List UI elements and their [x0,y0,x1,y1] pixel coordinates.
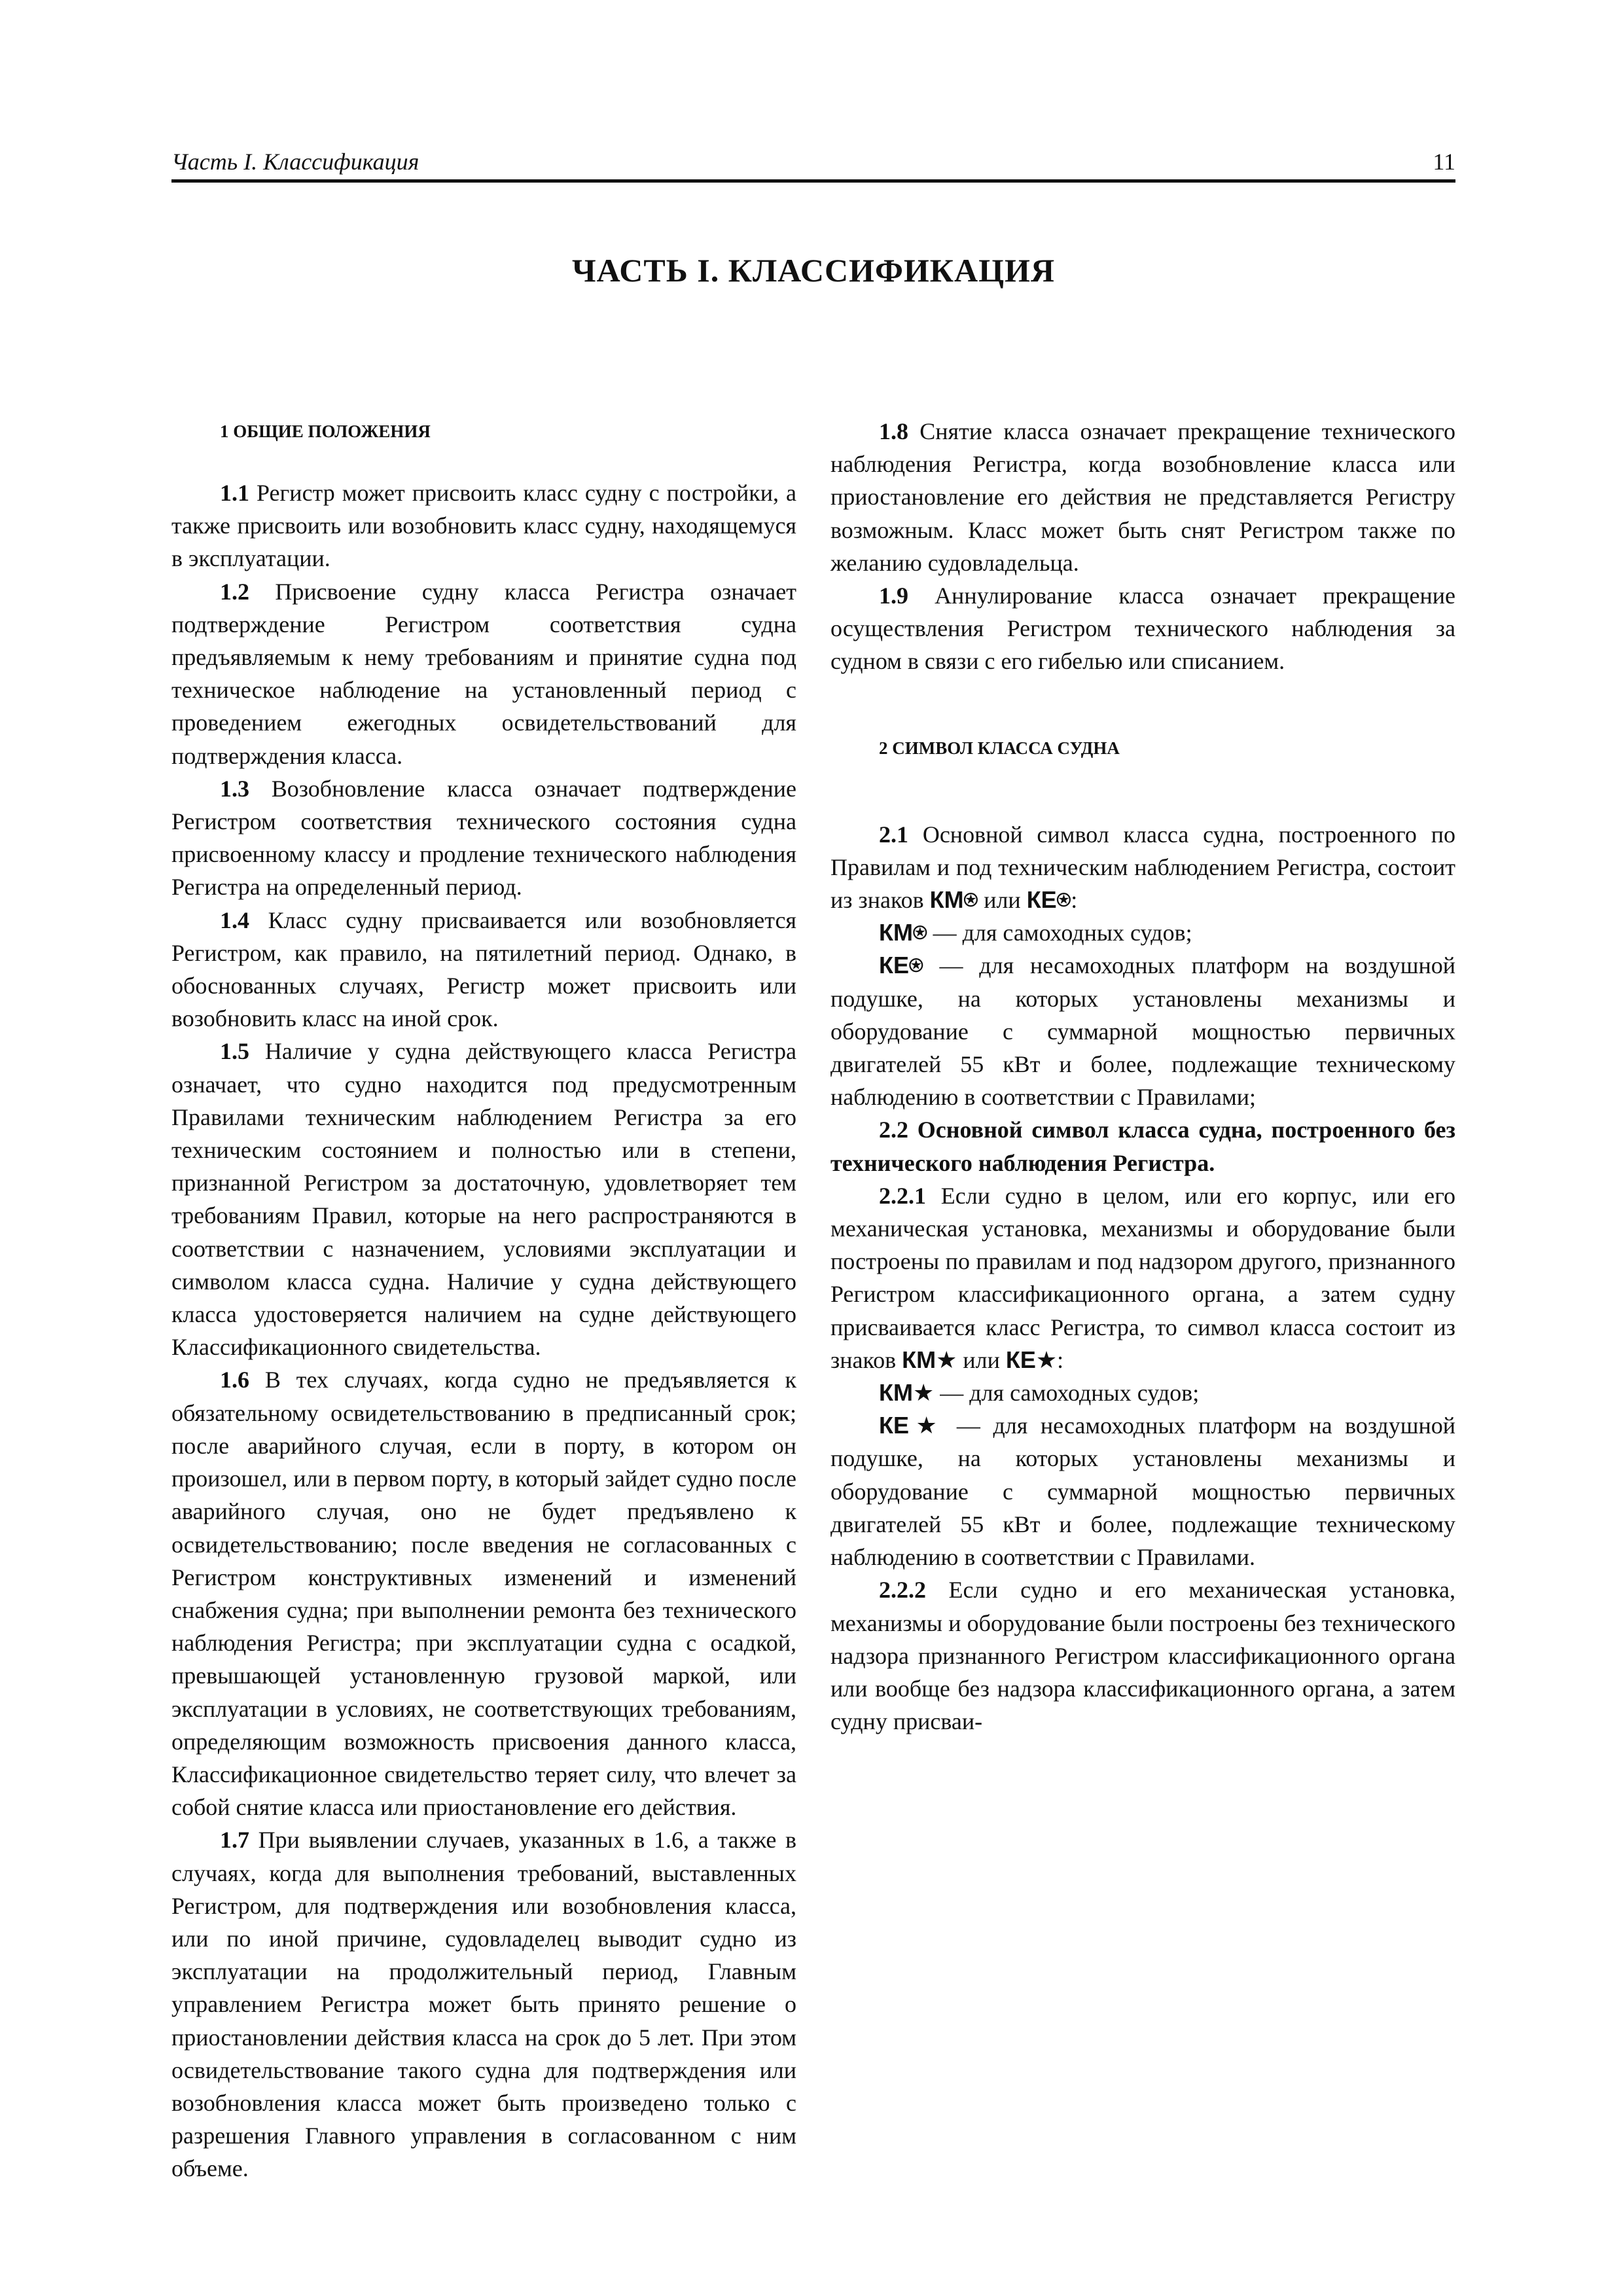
paragraph-number: 1.9 [879,583,908,609]
left-column [171,415,796,2185]
paragraph-1-7 [171,1823,796,2185]
paragraph-number: 1.3 [220,775,249,802]
paragraph-text: В тех случаях, когда судно не предъявляется к обязательному освидетельствованию в предписанный срок; после аварийного случая, если в порту, в котором он произошел, или в первом порту, в который зайдет судно после аварийного случая, оно не будет предъявлено к освидетельствованию; после введения не согласованных с Регистром конструктивных изменений и изменений снабжения судна; при выполнении ремонта без технического наблюдения Регистра; при эксплуатации судна с осадкой, превышающей установленную грузовой маркой, или эксплуатации в условиях, не соответствующих требованиям, определяющим возможность присвоения данного класса, Классификационное свидетельство теряет силу, что влечет за собой снятие класса или приостановление его действия. [171,1367,796,1821]
km-definition [830,916,1455,949]
paragraph-number: 2.2.1 [879,1182,926,1209]
paragraph-number: 2.1 [879,821,908,848]
paragraph-text: Снятие класса означает прекращение технического наблюдения Регистра, когда возобновление класса или приостановление его действия не представляется Регистру возможным. Класс может быть снят Регистром также по желанию судовладельца. [830,418,1455,576]
ke-definition [830,949,1455,1113]
paragraph-text: При выявлении случаев, указанных в 1.6, а также в случаях, когда для выполнения требований, выставленных Регистром, для подтверждения или возобновления класса, или по иной причине, судовладелец выводит судно из эксплуатации на продолжительный период, Главным управлением Регистра может быть принято решение о приостановлении действия класса на срок до 5 лет. При этом освидетельствование такого судна для подтверждения или возобновления класса может быть произведено только с разрешения Главного управления в согласованном с ним объеме. [171,1827,796,2182]
paragraph-text: Основной символ класса судна, построенного по Правилам и под техническим наблюдением Регистра, состоит из знаков [830,821,1455,914]
right-column [830,415,1455,1738]
paragraph-number: 2.2.2 [879,1577,926,1604]
colon: : [1071,887,1078,914]
section-1-heading: 1 ОБЩИЕ ПОЛОЖЕНИЯ [220,422,431,441]
ke-star-definition [830,1409,1455,1573]
paragraph-2-1 [830,818,1455,917]
paragraph-number: 1.5 [220,1038,249,1065]
definition-text: — для несамоходных платформ на воздушной подушке, на которых установлены механизмы и оборудование с суммарной мощностью первичных двигателей 55 кВт и более, подлежащие техническому наблюдению в соответствии с Правилами; [830,952,1455,1111]
class-symbol-ke: КЕ⍟ [1026,886,1071,914]
class-symbol-ke: КЕ⍟ [879,952,923,979]
paragraph-1-9 [830,579,1455,678]
paragraph-1-2 [171,575,796,772]
paragraph-text: Регистр может присвоить класс судну с постройки, а также присвоить или возобновить класс судну, находящемуся в эксплуатации. [171,480,796,572]
paragraph-1-8 [830,415,1455,579]
paragraph-text: Присвоение судну класса Регистра означает подтверждение Регистром соответствия судна предъявляемым к нему требованиям и принятие судна под техническое наблюдение на установленный период с проведением ежегодных освидетельствований для подтверждения класса. [171,578,796,769]
paragraph-1-3 [171,772,796,904]
paragraph-number: 1.8 [879,418,908,444]
paragraph-1-6 [171,1363,796,1823]
colon: : [1057,1346,1064,1373]
class-symbol-km: КМ⍟ [879,919,927,946]
paragraph-1-4 [171,904,796,1035]
paragraph-number: 1.1 [220,480,249,506]
definition-text: — для самоходных судов; [927,920,1192,946]
part-title: ЧАСТЬ I. КЛАССИФИКАЦИЯ [571,252,1056,289]
definition-text: — для самоходных судов; [934,1380,1200,1407]
page-number: 11 [1433,149,1455,175]
paragraph-1-1 [171,476,796,575]
definition-text: — для несамоходных платформ на воздушной подушке, на которых установлены механизмы и оборудование с суммарной мощностью первичных двигателей 55 кВт и более, подлежащие техническому наблюдению в соответствии с Правилами. [830,1412,1455,1571]
paragraph-1-5 [171,1035,796,1363]
paragraph-number: 1.2 [220,578,249,605]
paragraph-2-2-1 [830,1179,1455,1376]
paragraph-text: Если судно в целом, или его корпус, или его механическая установка, механизмы и оборудование были построены по правилам и под надзором другого, признанного Регистром классификационного органа, а затем судну присваивается класс Регистра, то символ класса состоит из знаков [830,1182,1455,1373]
class-symbol-km-star: КМ★ [879,1379,935,1407]
paragraph-number: 1.7 [220,1827,249,1854]
class-symbol-km: КМ⍟ [929,886,978,914]
paragraph-2-2: 2.2 Основной символ класса судна, построенного без технического наблюдения Регистра. [830,1117,1455,1176]
paragraph-number: 1.4 [220,906,249,933]
paragraph-text: Наличие у судна действующего класса Регистра означает, что судно находится под предусмотренным Правилами техническим наблюдением Регистра за его техническим состоянием и полностью или в степени, признанной Регистром за достаточную, удовлетворяет тем требованиям Правил, которые на него распространяются в соответствии с назначением, условиями эксплуатации и символом класса судна. Наличие у судна действующего класса удостоверяется наличием на судне действующего Классификационного свидетельства. [171,1038,796,1361]
paragraph-2-2-2 [830,1573,1455,1738]
paragraph-text: Если судно и его механическая установка, механизмы и оборудование были построены без технического надзора признанного Регистром классификационного органа или вообще без надзора классификационного органа, а затем судну присваи- [830,1577,1455,1735]
km-star-definition [830,1376,1455,1409]
paragraph-text: Класс судну присваивается или возобновляется Регистром, как правило, на пятилетний период. Однако, в обоснованных случаях, Регистр может присвоить или возобновить класс на иной срок. [171,906,796,1032]
paragraph-text: Возобновление класса означает подтверждение Регистром соответствия технического состояния судна присвоенному классу и продление технического наблюдения Регистра на определенный период. [171,775,796,901]
conjunction: или [978,887,1027,914]
paragraph-text: Аннулирование класса означает прекращение осуществления Регистром технического наблюдения за судном в связи с его гибелью или списанием. [830,583,1455,675]
running-title: Часть I. Классификация [171,149,419,175]
paragraph-number: 1.6 [220,1367,249,1393]
running-header [171,145,1455,183]
conjunction: или [957,1346,1006,1373]
section-2-heading: 2 СИМВОЛ КЛАССА СУДНА [879,738,1120,758]
class-symbol-km-star: КМ★ [902,1346,957,1373]
class-symbol-ke-star: КЕ★ [879,1412,944,1439]
class-symbol-ke-star: КЕ★ [1005,1346,1058,1373]
